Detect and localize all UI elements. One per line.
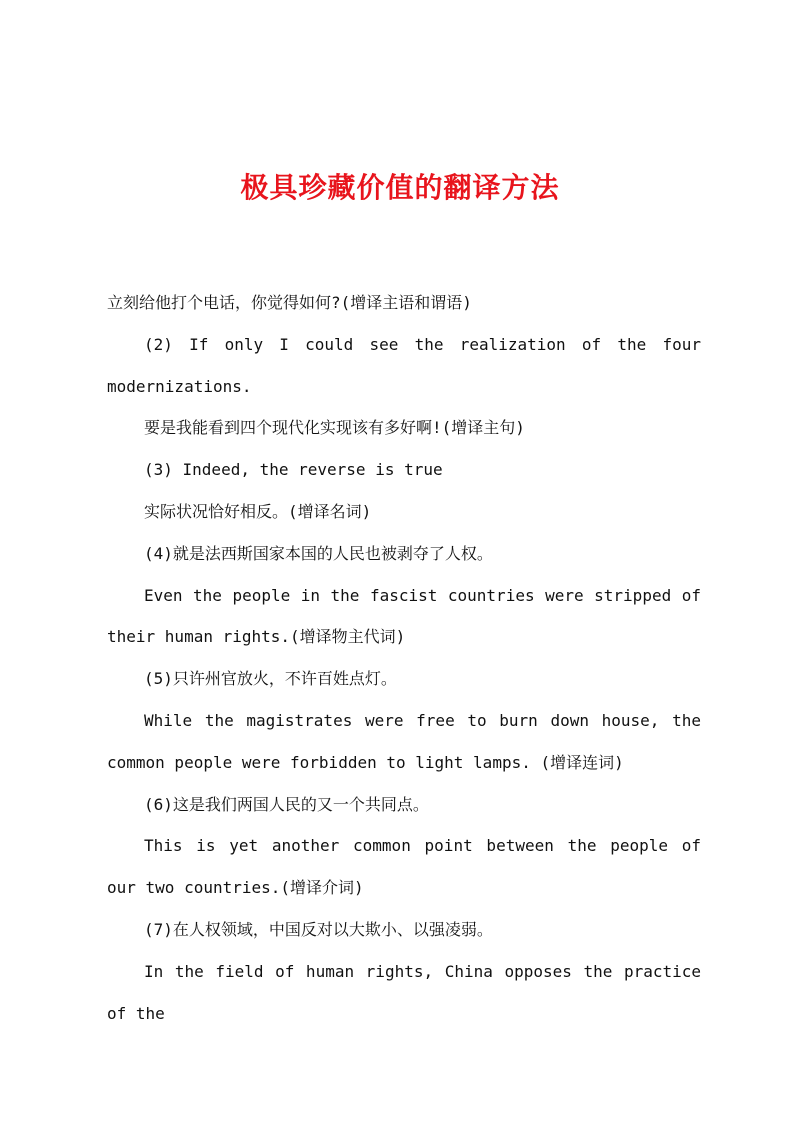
document-title: 极具珍藏价值的翻译方法 — [240, 171, 560, 204]
paragraph-10: (6)这是我们两国人民的又一个共同点。 — [144, 794, 429, 814]
paragraph-11: This is yet another common point between the people of our two countries.(增译介词) — [107, 836, 701, 898]
paragraph-6: (4)就是法西斯国家本国的人民也被剥夺了人权。 — [144, 543, 493, 563]
paragraph-9: While the magistrates were free to burn down house, the common people were forbidden to light lamps. (增译连词) — [107, 710, 701, 772]
paragraph-4: (3) Indeed, the reverse is true — [144, 460, 443, 480]
paragraph-8: (5)只许州官放火，不许百姓点灯。 — [144, 669, 397, 689]
paragraph-1: 立刻给他打个电话，你觉得如何?(增译主语和谓语) — [107, 293, 472, 312]
document-body — [107, 282, 701, 1034]
paragraph-2: (2) If only I could see the realization of the four modernizations. — [107, 334, 701, 396]
paragraph-13: In the field of human rights, China opposes the practice of the — [107, 961, 701, 1023]
paragraph-7: Even the people in the fascist countries were stripped of their human rights.(增译物主代词) — [107, 585, 701, 647]
paragraph-5: 实际状况恰好相反。(增译名词) — [144, 501, 372, 521]
paragraph-3: 要是我能看到四个现代化实现该有多好啊!(增译主句) — [144, 418, 525, 438]
paragraph-12: (7)在人权领域，中国反对以大欺小、以强凌弱。 — [144, 919, 493, 939]
